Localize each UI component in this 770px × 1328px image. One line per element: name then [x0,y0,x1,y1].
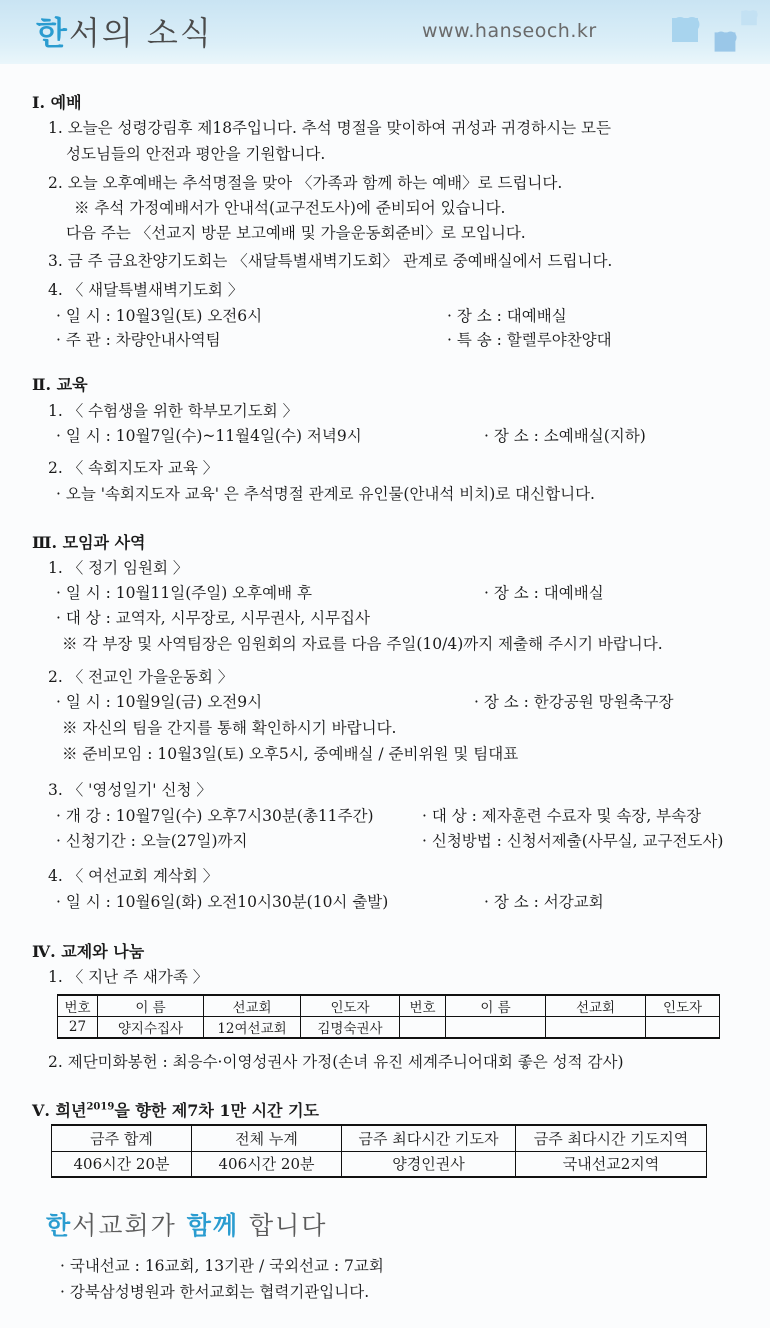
table-header-cell: 금주 최다시간 기도지역 [516,1125,707,1151]
table-header-cell: 번호 [400,995,446,1017]
table-cell [400,1017,446,1039]
footer-title: 한서교회가 함께 합니다 [46,1211,328,1240]
prayer-table [51,1124,707,1178]
new-family-table [57,994,720,1039]
section-heading-prayer: Ⅴ. 희년$^{2019}$을 향한 제7차 1만 시간 기도 [32,1101,319,1120]
worship-item-4: 4. 〈 새달특별새벽기도회 〉 [48,281,244,299]
fellowship-item-1: 1. 〈 지난 주 새가족 〉 [48,968,209,986]
education-item-2: 2. 〈 속회지도자 교육 〉 [48,459,219,477]
table-row [52,1151,707,1177]
dawn-prayer-special: · 특 송 : 할렐루야찬양대 [447,331,612,349]
table-header-cell: 금주 합계 [52,1125,192,1151]
worship-item-1-cont: 성도님들의 안전과 평안을 기원합니다. [66,145,326,163]
section-heading-ministry: Ⅲ. 모임과 사역 [32,533,146,552]
website-link[interactable]: www.hanseoch.kr [422,20,597,42]
partner-hospital: · 강북삼성병원과 한서교회는 협력기관입니다. [60,1283,370,1301]
section-heading-education: Ⅱ. 교육 [32,375,88,394]
sports-day-place: · 장 소 : 한강공원 망원축구장 [474,693,674,711]
mission-summary: · 국내선교 : 16교회, 13기관 / 국외선교 : 7교회 [60,1257,384,1275]
board-meeting-note: ※ 각 부장 및 사역팀장은 임원회의 자료를 다음 주일(10/4)까지 제출해 주시기 바랍니다. [62,635,663,653]
table-header-row [52,1125,707,1151]
table-cell: 양지수집사 [98,1017,204,1039]
diary-method: · 신청방법 : 신청서제출(사무실, 교구전도사) [422,832,724,850]
table-cell [446,1017,546,1039]
womens-meeting-date: · 일 시 : 10월6일(화) 오전10시30분(10시 출발) [56,893,389,911]
sports-day-date: · 일 시 : 10월9일(금) 오전9시 [56,693,263,711]
worship-item-2: 2. 오늘 오후예배는 추석명절을 맞아 〈가족과 함께 하는 예배〉로 드립니다. [48,174,563,192]
sports-day-note-1: ※ 자신의 팀을 간지를 통해 확인하시기 바랍니다. [62,719,397,737]
table-header-row [58,995,720,1017]
leader-education-note: · 오늘 '속회지도자 교육' 은 추석명절 관계로 유인물(안내석 비치)로 대신합니다. [56,485,595,503]
table-cell: 국내선교2지역 [516,1151,707,1177]
board-meeting-place: · 장 소 : 대예배실 [484,584,604,602]
section-heading-worship: Ⅰ. 예배 [32,93,82,112]
heart-icon [741,11,757,25]
parents-prayer-date: · 일 시 : 10월7일(수)~11월4일(수) 저녁9시 [56,427,362,445]
table-header-cell: 인도자 [646,995,720,1017]
parents-prayer-place: · 장 소 : 소예배실(지하) [484,427,646,445]
table-row [58,1017,720,1039]
table-cell [646,1017,720,1039]
newsletter-body [0,64,770,1328]
board-meeting-date: · 일 시 : 10월11일(주일) 오후예배 후 [56,584,312,602]
heart-icon [715,32,736,51]
newsletter-title: 한서의 소식 [36,14,213,52]
table-header-cell: 금주 최다시간 기도자 [342,1125,516,1151]
table-cell [546,1017,646,1039]
worship-item-1: 1. 오늘은 성령강림후 제18주입니다. 추석 명절을 맞이하여 귀성과 귀경하시는 모든 [48,119,611,137]
sports-day-note-2: ※ 준비모임 : 10월3일(토) 오후5시, 중예배실 / 준비위원 및 팀대표 [62,745,519,763]
diary-period: · 신청기간 : 오늘(27일)까지 [56,832,248,850]
table-cell: 27 [58,1017,98,1039]
diary-target: · 대 상 : 제자훈련 수료자 및 속장, 부속장 [422,807,702,825]
womens-meeting-place: · 장 소 : 서강교회 [484,893,604,911]
worship-item-2-next: 다음 주는 〈선교지 방문 보고예배 및 가을운동회준비〉로 모입니다. [66,224,526,242]
table-header-cell: 인도자 [301,995,400,1017]
table-cell: 406시간 20분 [192,1151,342,1177]
table-cell: 양경인권사 [342,1151,516,1177]
table-header-cell: 선교회 [546,995,646,1017]
table-header-cell: 이 름 [446,995,546,1017]
table-cell: 김명숙권사 [301,1017,400,1039]
table-header-cell: 전체 누계 [192,1125,342,1151]
dawn-prayer-date: · 일 시 : 10월3일(토) 오전6시 [56,307,263,325]
table-header-cell: 번호 [58,995,98,1017]
worship-item-3: 3. 금 주 금요찬양기도회는 〈새달특별새벽기도회〉 관계로 중예배실에서 드립니다. [48,252,613,270]
table-cell: 406시간 20분 [52,1151,192,1177]
board-meeting-target: · 대 상 : 교역자, 시무장로, 시무권사, 시무집사 [56,609,370,627]
table-header-cell: 선교회 [204,995,301,1017]
ministry-item-4: 4. 〈 여선교회 계삭회 〉 [48,867,219,885]
diary-open: · 개 강 : 10월7일(수) 오후7시30분(총11주간) [56,807,374,825]
fellowship-item-2: 2. 제단미화봉헌 : 최응수·이영성권사 가정(손녀 유진 세계주니어대회 좋은 성적 감사) [48,1053,624,1071]
ministry-item-1: 1. 〈 정기 임원회 〉 [48,559,189,577]
dawn-prayer-place: · 장 소 : 대예배실 [447,307,567,325]
dawn-prayer-host: · 주 관 : 차량안내사역팀 [56,331,221,349]
heart-icon [672,18,698,42]
ministry-item-3: 3. 〈 '영성일기' 신청 〉 [48,781,212,799]
table-header-cell: 이 름 [98,995,204,1017]
ministry-item-2: 2. 〈 전교인 가을운동회 〉 [48,668,234,686]
table-cell: 12여선교회 [204,1017,301,1039]
newsletter-header [0,0,770,64]
education-item-1: 1. 〈 수험생을 위한 학부모기도회 〉 [48,402,299,420]
worship-item-2-note: ※ 추석 가정예배서가 안내석(교구전도사)에 준비되어 있습니다. [74,199,506,217]
section-heading-fellowship: Ⅳ. 교제와 나눔 [32,942,145,961]
